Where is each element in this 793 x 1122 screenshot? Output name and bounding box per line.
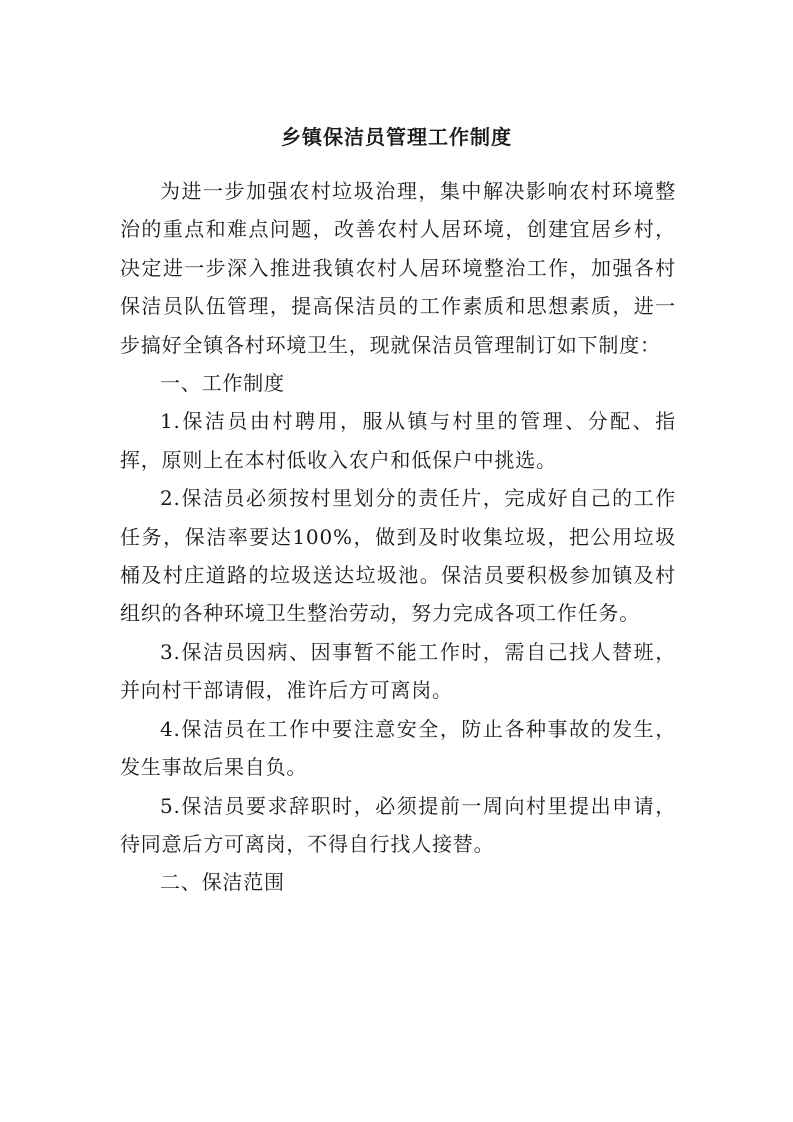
rule-item-2: 2.保洁员必须按村里划分的责任片，完成好自己的工作任务，保洁率要达100%，做到及时收集垃圾，把公用垃圾桶及村庄道路的垃圾送达垃圾池。保洁员要积极参加镇及村组织的各种环境卫生整治劳动，努力完成各项工作任务。: [120, 486, 676, 626]
intro-paragraph: 为进一步加强农村垃圾治理，集中解决影响农村环境整治的重点和难点问题，改善农村人居环境，创建宜居乡村，决定进一步深入推进我镇农村人居环境整治工作，加强各村保洁员队伍管理，提高保洁员的工作素质和思想素质，进一步搞好全镇各村环境卫生，现就保洁员管理制订如下制度：: [120, 179, 676, 357]
rule-item-1: 1.保洁员由村聘用，服从镇与村里的管理、分配、指挥，原则上在本村低收入农户和低保户中挑选。: [120, 409, 676, 472]
document-title: 乡镇保洁员管理工作制度: [281, 125, 512, 149]
rule-item-5: 5.保洁员要求辞职时，必须提前一周向村里提出申请，待同意后方可离岗，不得自行找人接替。: [120, 793, 676, 856]
section-heading-work-system: 一、工作制度: [160, 371, 285, 396]
rule-item-3: 3.保洁员因病、因事暂不能工作时，需自己找人替班，并向村干部请假，准许后方可离岗。: [120, 639, 676, 703]
rule-item-4: 4.保洁员在工作中要注意安全，防止各种事故的发生，发生事故后果自负。: [120, 716, 676, 780]
section-heading-cleaning-scope: 二、保洁范围: [160, 870, 285, 895]
document-body: [120, 172, 676, 902]
